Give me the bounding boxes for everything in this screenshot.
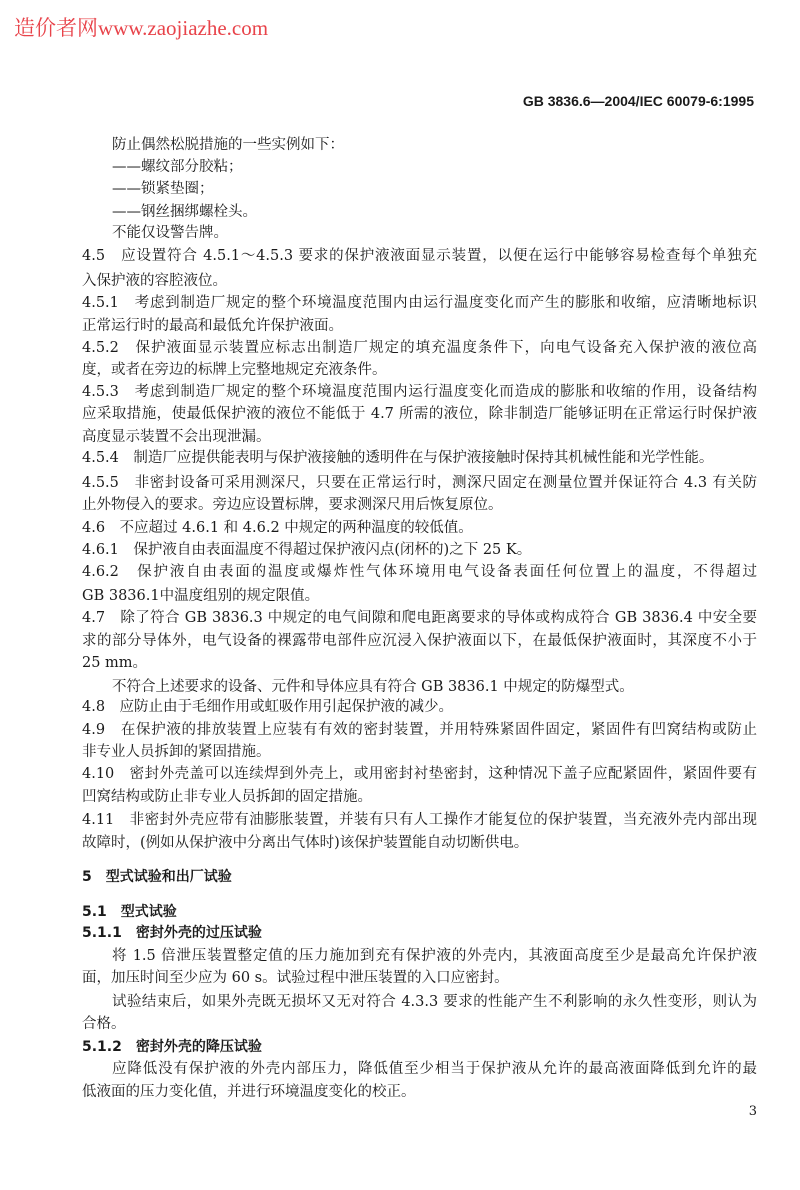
text-line: 试验结束后，如果外壳既无损坏又无对符合 4.3.3 要求的性能产生不利影响的永久性变形，则认为 <box>112 994 757 1010</box>
text-line: 高度显示装置不会出现泄漏。 <box>82 429 271 445</box>
page-number: 3 <box>748 1104 757 1119</box>
text-line: 4.5.2 保护液面显示装置应标志出制造厂规定的填充温度条件下，向电气设备充入保护液的液位高 <box>82 340 757 356</box>
text-line: 止外物侵入的要求。旁边应设置标牌，要求测深尺用后恢复原位。 <box>82 497 503 513</box>
text-line: 凹窝结构或防止非专业人员拆卸的固定措施。 <box>82 789 372 805</box>
text-line: ——螺纹部分胶粘； <box>112 159 243 175</box>
text-line: 4.5.4 制造厂应提供能表明与保护液接触的透明件在与保护液接触时保持其机械性能和光学性能。 <box>82 450 714 466</box>
text-line: 非专业人员拆卸的紧固措施。 <box>82 744 271 760</box>
watermark-link[interactable]: 造价者网www.zaojiazhe.com <box>14 16 269 40</box>
section-heading: 5.1 型式试验 <box>82 904 177 920</box>
text-line: 不符合上述要求的设备、元件和导体应具有符合 GB 3836.1 中规定的防爆型式。 <box>112 679 634 695</box>
text-line: 将 1.5 倍泄压装置整定值的压力施加到充有保护液的外壳内，其液面高度至少是最高允许保护液 <box>112 948 757 964</box>
text-line: 不能仅设警告牌。 <box>112 225 228 241</box>
text-line: 入保护液的容腔液位。 <box>82 273 227 289</box>
text-line: 4.7 除了符合 GB 3836.3 中规定的电气间隙和爬电距离要求的导体或构成符合 GB 3836.4 中安全要 <box>82 610 757 626</box>
text-line: 4.10 密封外壳盖可以连续焊到外壳上，或用密封衬垫密封，这种情况下盖子应配紧固件，紧固件要有 <box>82 766 757 782</box>
standard-number-header: GB 3836.6—2004/IEC 60079-6:1995 <box>522 93 754 109</box>
text-line: 4.5.3 考虑到制造厂规定的整个环境温度范围内运行温度变化而造成的膨胀和收缩的作用，设备结构 <box>82 384 757 400</box>
text-line: 面，加压时间至少应为 60 s。试验过程中泄压装置的入口应密封。 <box>82 970 509 986</box>
section-heading: 5.1.1 密封外壳的过压试验 <box>82 925 262 941</box>
section-heading: 5.1.2 密封外壳的降压试验 <box>82 1039 262 1055</box>
text-line: 合格。 <box>82 1016 126 1032</box>
text-line: 4.6 不应超过 4.6.1 和 4.6.2 中规定的两种温度的较低值。 <box>82 520 473 536</box>
text-line: 应采取措施，使最低保护液的液位不能低于 4.7 所需的液位，除非制造厂能够证明在正常运行时保护液 <box>82 406 757 422</box>
text-line: 4.5.1 考虑到制造厂规定的整个环境温度范围内由运行温度变化而产生的膨胀和收缩，应清晰地标识 <box>82 295 757 311</box>
text-line: 4.6.1 保护液自由表面温度不得超过保护液闪点(闭杯的)之下 25 K。 <box>82 542 532 558</box>
text-line: 25 mm。 <box>82 655 148 671</box>
text-line: 应降低没有保护液的外壳内部压力，降低值至少相当于保护液从允许的最高液面降低到允许的最 <box>112 1061 757 1077</box>
text-line: 故障时，(例如从保护液中分离出气体时)该保护装置能自动切断供电。 <box>82 835 529 851</box>
text-line: 4.5.5 非密封设备可采用测深尺，只要在正常运行时，测深尺固定在测量位置并保证符合 4.3 有关防 <box>82 475 757 491</box>
text-line: 求的部分导体外，电气设备的裸露带电部件应沉浸入保护液面以下，在最低保护液面时，其深度不小于 <box>82 633 757 649</box>
text-line: ——钢丝捆绑螺栓头。 <box>112 204 257 220</box>
text-line: 4.5 应设置符合 4.5.1～4.5.3 要求的保护液液面显示装置，以便在运行中能够容易检查每个单独充 <box>82 248 757 264</box>
text-line: 4.8 应防止由于毛细作用或虹吸作用引起保护液的减少。 <box>82 699 454 715</box>
text-line: 防止偶然松脱措施的一些实例如下： <box>112 137 344 153</box>
text-line: 4.9 在保护液的排放装置上应装有有效的密封装置，并用特殊紧固件固定，紧固件有凹窝结构或防止 <box>82 722 757 738</box>
text-line: GB 3836.1中温度组别的规定限值。 <box>82 588 320 604</box>
text-line: ——锁紧垫圈； <box>112 181 214 197</box>
text-line: 正常运行时的最高和最低允许保护液面。 <box>82 318 343 334</box>
text-line: 度，或者在旁边的标牌上完整地规定充液条件。 <box>82 362 387 378</box>
section-heading: 5 型式试验和出厂试验 <box>82 869 232 885</box>
text-line: 4.11 非密封外壳应带有油膨胀装置，并装有只有人工操作才能复位的保护装置，当充液外壳内部出现 <box>82 812 757 828</box>
text-line: 低液面的压力变化值，并进行环境温度变化的校正。 <box>82 1084 416 1100</box>
text-line: 4.6.2 保护液自由表面的温度或爆炸性气体环境用电气设备表面任何位置上的温度，不得超过 <box>82 564 757 580</box>
